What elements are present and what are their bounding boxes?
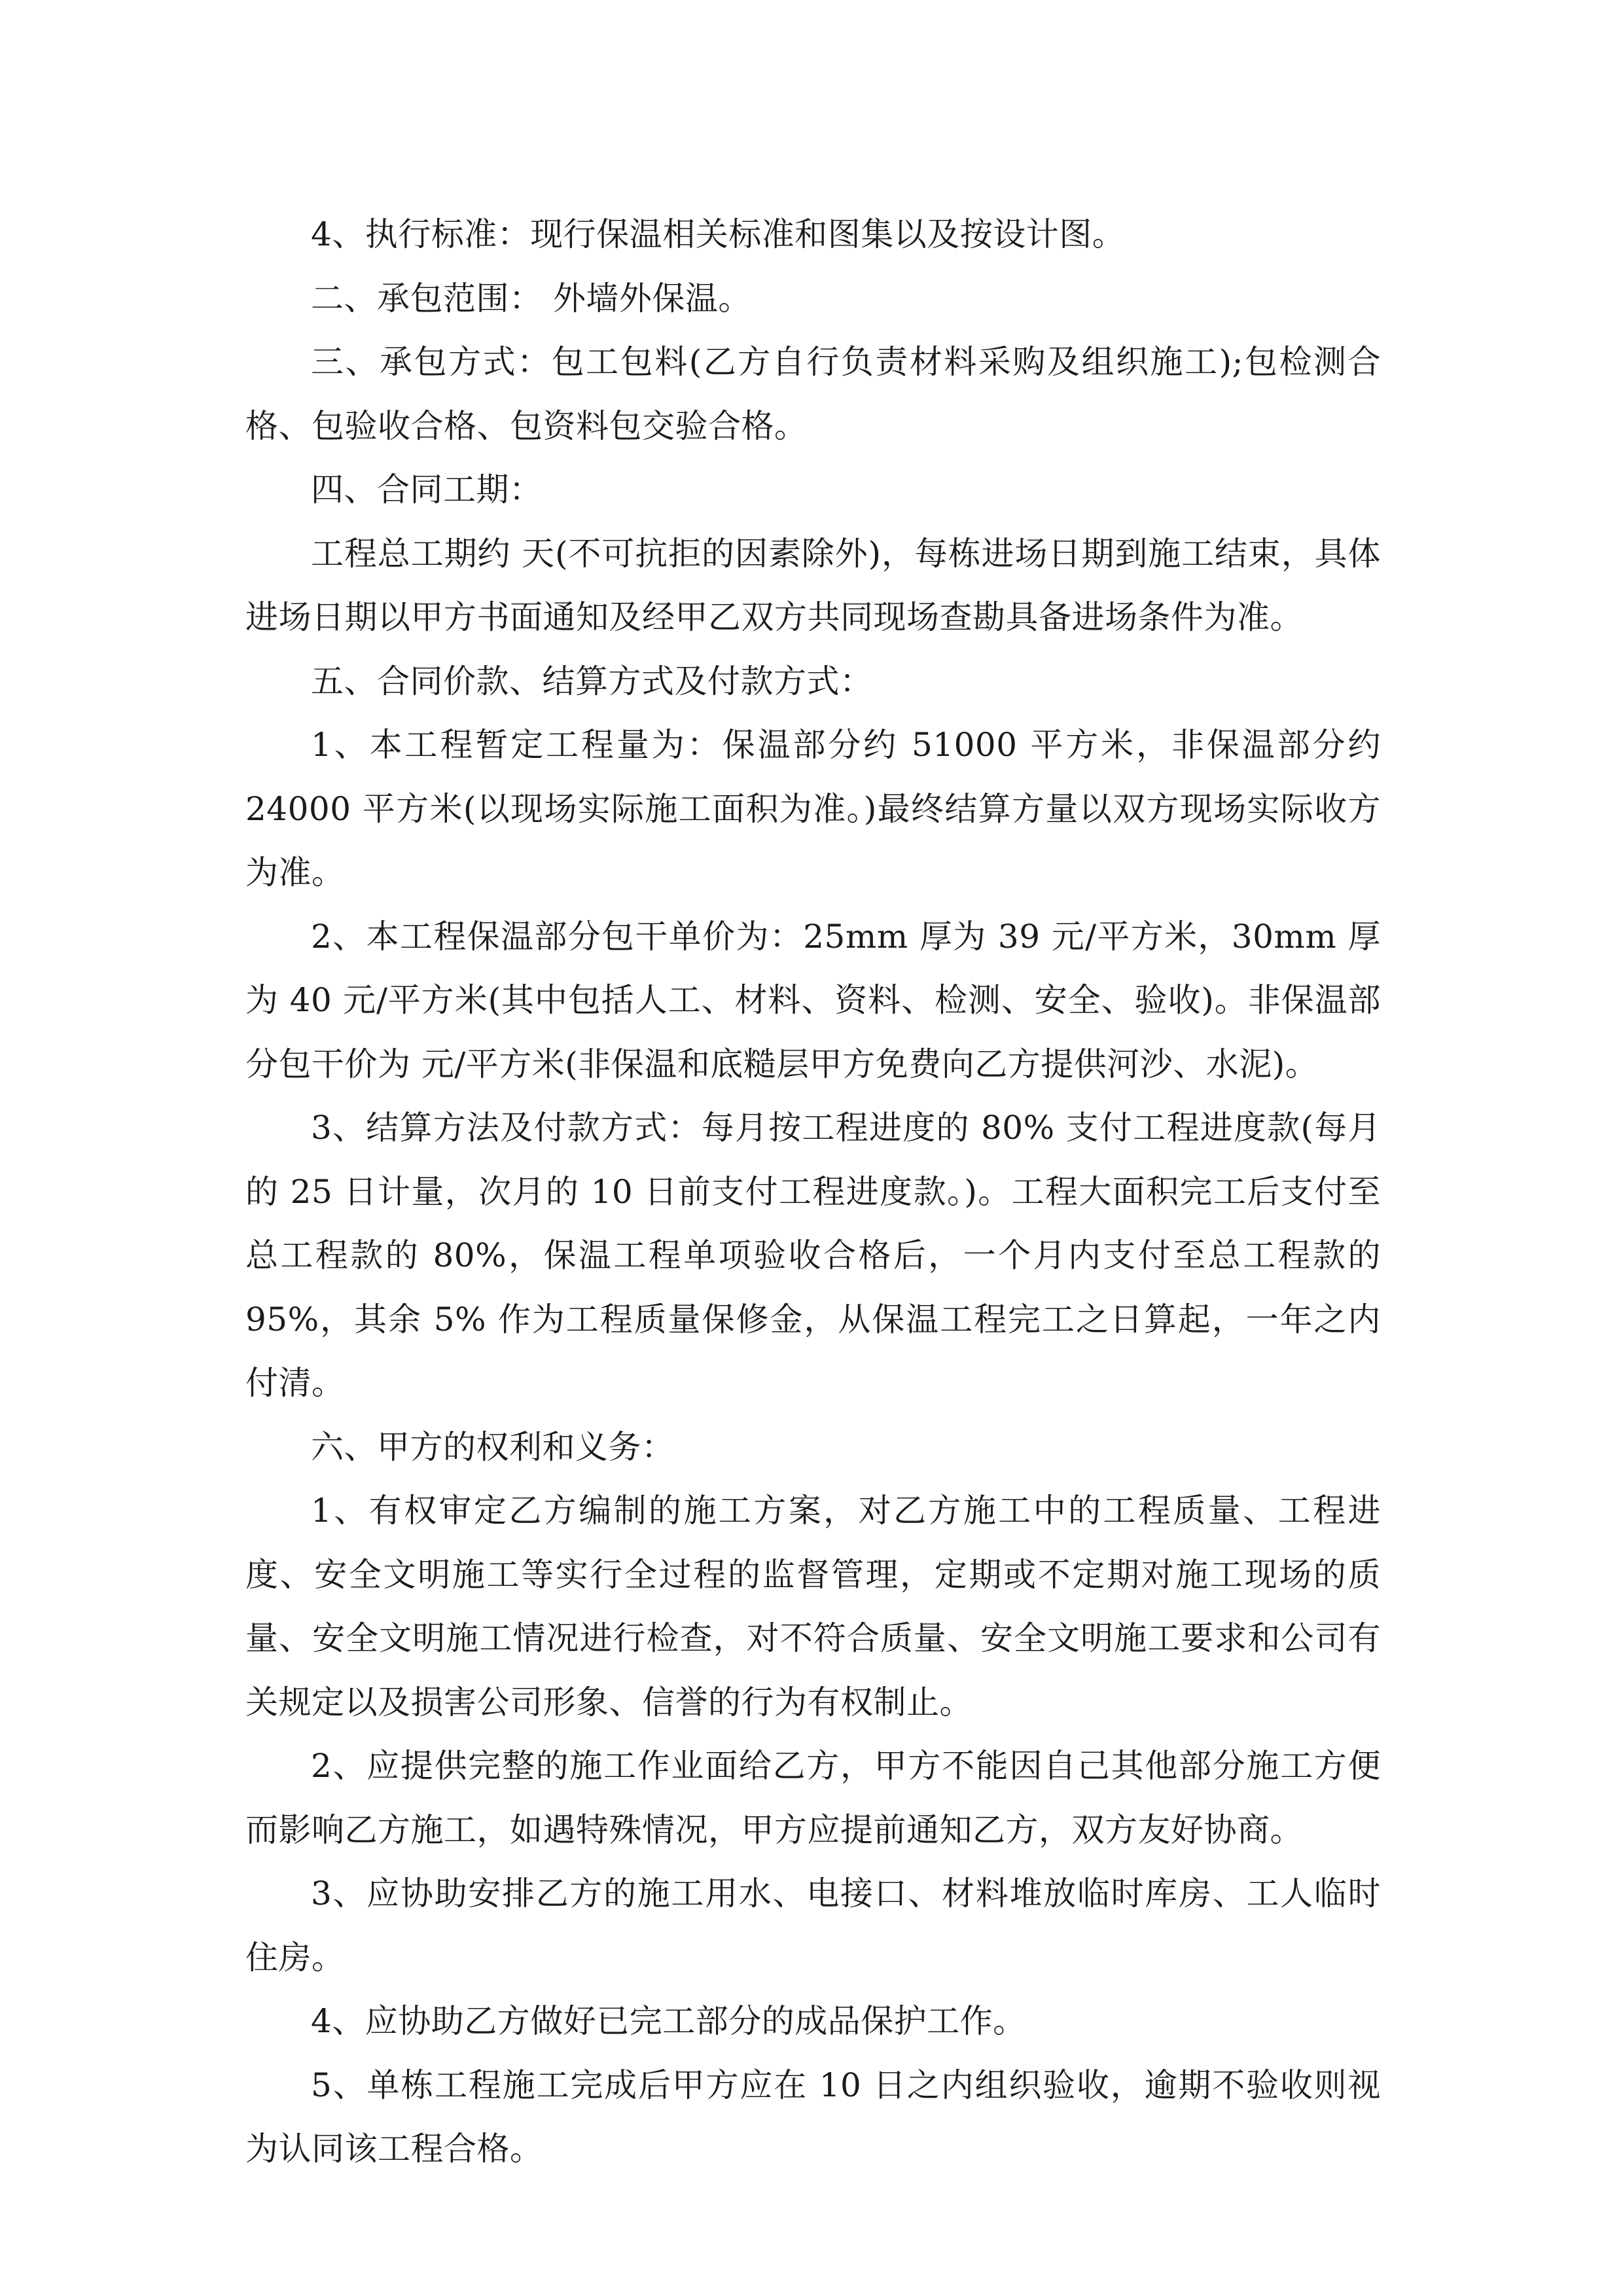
paragraph-settlement: 3、结算方法及付款方式：每月按工程进度的 80% 支付工程进度款(每月的 25 日计量，次月的 10 日前支付工程进度款。)。工程大面积完工后支付至总工程款的 80%，保温工程单项验收合格后，一个月内支付至总工程款的 95%，其余 5% 作为工程质量保修金，从保温工程完工之日算起，一年之内付清。 bbox=[245, 1109, 1381, 1402]
paragraph-contract-method: 三、承包方式：包工包料(乙方自行负责材料采购及组织施工);包检测合格、包验收合格、包资料包交验合格。 bbox=[245, 343, 1381, 445]
paragraph-quantity: 1、本工程暂定工程量为：保温部分约 51000 平方米，非保温部分约 24000 平方米(以现场实际施工面积为准。)最终结算方量以双方现场实际收方为准。 bbox=[245, 726, 1381, 891]
paragraph-standard: 4、执行标准：现行保温相关标准和图集以及按设计图。 bbox=[311, 215, 1126, 253]
paragraph-party-a-right-3: 3、应协助安排乙方的施工用水、电接口、材料堆放临时库房、工人临时住房。 bbox=[245, 1874, 1381, 1977]
paragraph-contract-period: 工程总工期约 天(不可抗拒的因素除外)，每栋进场日期到施工结束，具体进场日期以甲方书面通知及经甲乙双方共同现场查勘具备进场条件为准。 bbox=[245, 534, 1381, 636]
paragraph-party-a-right-2: 2、应提供完整的施工作业面给乙方，甲方不能因自己其他部分施工方便而影响乙方施工，如遇特殊情况，甲方应提前通知乙方，双方友好协商。 bbox=[245, 1747, 1381, 1849]
paragraph-party-a-right-4: 4、应协助乙方做好已完工部分的成品保护工作。 bbox=[311, 2002, 1026, 2040]
paragraph-party-a-right-5: 5、单栋工程施工完成后甲方应在 10 日之内组织验收，逾期不验收则视为认同该工程合格。 bbox=[245, 2066, 1381, 2168]
paragraph-unit-price: 2、本工程保温部分包干单价为：25mm 厚为 39 元/平方米，30mm 厚 为 40 元/平方米(其中包括人工、材料、资料、检测、安全、验收)。非保温部分包干价为 元/平方米(非保温和底糙层甲方免费向乙方提供河沙、水泥)。 bbox=[245, 917, 1381, 1083]
heading-party-a-rights: 六、甲方的权利和义务： bbox=[311, 1427, 675, 1466]
document-body bbox=[245, 203, 1381, 2181]
paragraph-scope: 二、承包范围： 外墙外保温。 bbox=[311, 279, 751, 317]
heading-contract-period: 四、合同工期： bbox=[311, 471, 543, 509]
paragraph-party-a-right-1: 1、有权审定乙方编制的施工方案，对乙方施工中的工程质量、工程进度、安全文明施工等实行全过程的监督管理，定期或不定期对施工现场的质量、安全文明施工情况进行检查，对不符合质量、安全文明施工要求和公司有关规定以及损害公司形象、信誉的行为有权制止。 bbox=[245, 1492, 1381, 1721]
heading-price-payment: 五、合同价款、结算方式及付款方式： bbox=[311, 662, 873, 700]
